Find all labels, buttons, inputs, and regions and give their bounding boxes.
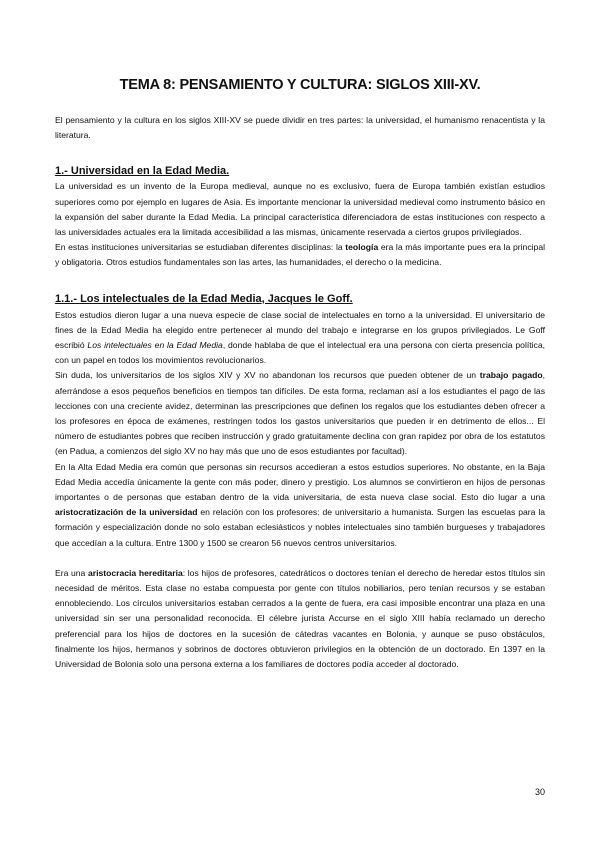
text-run: La universidad es un invento de la Europa medieval, aunque no es exclusivo, fuera de Europa también existían estudios superiores como por ejemplo en lugares de Asia. Es importante mencionar la universidad medieval como instrumento básico en la expansión del saber durante la Edad Media. La principal característica diferenciadora de estas instituciones con respecto a las universidades actuales era la limitada accesibilidad a las mismas, únicamente reservada a ciertos grupos privilegiados.: [55, 181, 545, 238]
paragraph: [55, 460, 545, 551]
text-run: , donde hablaba de que el intelectual era una persona con cierta presencia política, con un papel en todos los movimientos revolucionarios.: [55, 340, 545, 366]
bold-term: trabajo pagado: [479, 370, 543, 381]
text-run: Era una: [55, 567, 88, 578]
paragraph: [55, 566, 545, 672]
text-run: Estos estudios dieron lugar a una nueva especie de clase social de intelectuales en torno a la universidad. El universitario de fines de la Edad Media ha elegido entre pertenecer al mundo del trabajo e integrarse en los grupos privilegiados. Le Goff escribió: [55, 309, 545, 351]
intro-paragraph: El pensamiento y la cultura en los siglos XIII-XV se puede dividir en tres partes: la universidad, el humanismo renacentista y la literatura.: [55, 115, 545, 141]
text-run: , aferrándose a esos pequeños beneficios en tiempos tan difíciles. De esta forma, reclaman así a los estudiantes el pago de las lecciones con una creciente avidez, determinan las prescripciones que definen los regalos que los estudiantes deben ofrecer a los profesores en época de exámenes, restringen todos los gastos universitarios que pueden ir en detrimento de ellos... El número de estudiantes pobres que reciben instrucción y grado gratuitamente declina con gran rapidez por obra de los estatutos (en Padua, a comienzos del siglo XV no hay más que uno de esos estudiantes por facultad).: [55, 370, 545, 457]
paragraph: [55, 308, 545, 369]
text-run: En estas instituciones universitarias se estudiaban diferentes disciplinas: la: [55, 242, 346, 253]
paragraph: [55, 179, 545, 240]
document-body: [55, 113, 545, 672]
bold-term: teología: [345, 242, 379, 253]
section-heading-1: 1.- Universidad en la Edad Media.: [55, 165, 230, 178]
section-heading-1-1: 1.1.- Los intelectuales de la Edad Media, Jacques le Goff.: [55, 292, 353, 305]
bold-term: aristocracia hereditaria: [87, 567, 183, 578]
text-run: era la más importante pues era la principal y obligatoria. Otros estudios fundamentales son las artes, las humanidades, el derecho o la medicina.: [55, 242, 546, 268]
paragraph: [55, 240, 545, 270]
paragraph: [55, 368, 545, 459]
bold-term: aristocratización de la universidad: [55, 507, 198, 518]
page-number: 30: [534, 787, 545, 797]
book-title: Los intelectuales en la Edad Media: [87, 340, 223, 351]
text-run: : los hijos de profesores, catedráticos o doctores tenían el derecho de heredar estos títulos sin necesidad de méritos. Esta clase no estaba compuesta por gente con títulos nobiliarios, pero tenían recursos y se estaban ennobleciendo. Los círculos universitarios estaban cerrados a la gente de fuera, era casi imposible encontrar una plaza en una universidad sin ser una personalidad reconocida. El célebre jurista Accurse en el siglo XIII había reclamado un derecho preferencial para los hijos de doctores en la sucesión de cátedras vacantes en Bolonia, y aunque se puso obstáculos, finalmente los hijos, hermanos y sobrinos de doctores obtuvieron privilegios en la obtención de un doctorado. En 1397 en la Universidad de Bolonia solo una persona externa a los familiares de doctores podía acceder al doctorado.: [55, 567, 545, 670]
text-run: en relación con los profesores: de universitario a humanista. Surgen las escuelas para la formación y especialización donde no solo estaban eclesiásticos y nobles intelectuales sino también burgueses y trabajadores que accedían a la cultura. Entre 1300 y 1500 se crearon 56 nuevos centros universitarios.: [55, 507, 546, 548]
page-title: TEMA 8: PENSAMIENTO Y CULTURA: SIGLOS XIII-XV.: [119, 77, 481, 93]
text-run: En la Alta Edad Media era común que personas sin recursos accedieran a estos estudios superiores. No obstante, en la Baja Edad Media accedía únicamente la gente con más poder, dinero y prestigio. Los alumnos se convirtieron en hijos de personas importantes o de personas que estaban dentro de la vida universitaria, de esta nueva clase social. Esto dio lugar a una: [55, 461, 545, 503]
text-run: Sin duda, los universitarios de los siglos XIV y XV no abandonan los recursos que pueden obtener de un: [55, 370, 480, 381]
paragraph-gap: [55, 551, 545, 566]
